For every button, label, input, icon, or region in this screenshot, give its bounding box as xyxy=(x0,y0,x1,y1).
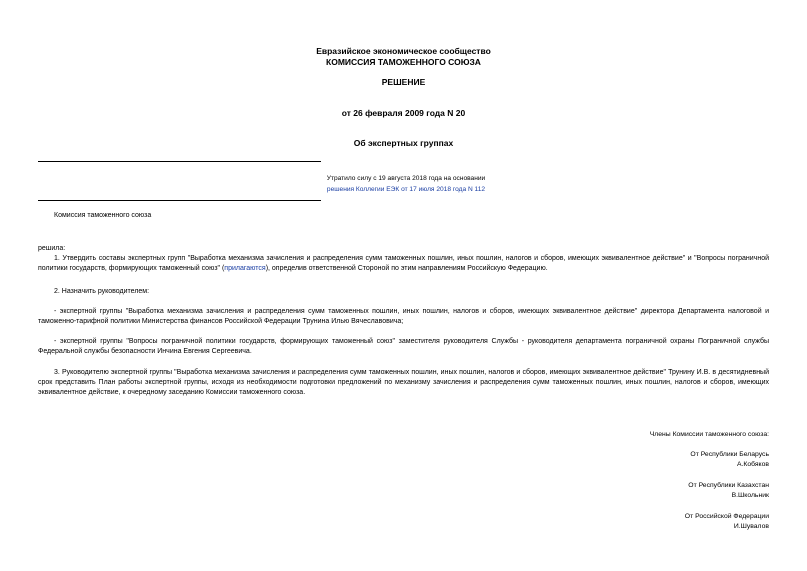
org-name: Евразийское экономическое сообщество xyxy=(316,46,491,56)
divider-bottom xyxy=(38,200,321,201)
signature-name: И.Шувалов xyxy=(733,523,769,530)
signature-country: От Российской Федерации xyxy=(684,513,769,520)
signature-country: От Республики Казахстан xyxy=(688,482,769,489)
signatures-heading: Члены Комиссии таможенного союза: xyxy=(649,431,769,438)
paragraph-2b-text: - экспертной группы "Вопросы пограничной политики государств, формирующих таможенный союз" заместителя руководителя Службы - руководителя департамента пограничной охраны Пограничной службы Федеральной службы безопасности Инчина Евгения Сергеевича. xyxy=(38,338,769,355)
document-type: РЕШЕНИЕ xyxy=(381,77,426,87)
signature-country: От Республики Беларусь xyxy=(690,451,769,458)
signature-kazakhstan xyxy=(688,481,769,501)
paragraph-2: 2. Назначить руководителем: xyxy=(54,288,150,295)
repeal-decision-link[interactable]: решения Коллегии ЕЭК от 17 июля 2018 года N 112 xyxy=(326,186,486,193)
paragraph-1-text-b: ), определив ответственной Стороной по этим направлениям Российскую Федерацию. xyxy=(265,265,548,272)
divider-top xyxy=(38,161,321,162)
appendix-link[interactable]: прилагаются xyxy=(224,265,266,272)
intro-text: Комиссия таможенного союза xyxy=(54,212,152,219)
paragraph-2b xyxy=(38,337,769,357)
signature-russia xyxy=(685,512,769,532)
status-note xyxy=(321,173,491,195)
signature-name: А.Кобяков xyxy=(736,461,769,468)
paragraph-3-text: 3. Руководителю экспертной группы "Выработка механизма зачисления и распределения сумм таможенных пошлин, иных пошлин, налогов и сборов, имеющих эквивалентное действие" Трунину И.В. в десятидневный срок представить План работы экспертной группы, исходя из необходимости подготовки предложений по механизму зачисления и распределения сумм таможенных пошлин, иных пошлин, налогов и сборов, имеющих эквивалентное действие, к очередному заседанию Комиссии таможенного союза. xyxy=(38,369,769,396)
paragraph-3 xyxy=(38,368,769,398)
paragraph-2a xyxy=(38,307,769,327)
document-date: от 26 февраля 2009 года N 20 xyxy=(341,108,466,118)
paragraph-1-text-a: 1. Утвердить составы экспертных групп "Выработка механизма зачисления и распределения сумм таможенных пошлин, иных пошлин, налогов и сборов, имеющих эквивалентное действие" и "Вопросы пограничной политики государств, формирующих таможенный союз" ( xyxy=(38,255,769,272)
status-note-text: Утратило силу с 19 августа 2018 года на основании xyxy=(326,175,486,182)
signature-belarus xyxy=(690,450,769,470)
paragraph-2a-text: - экспертной группы "Выработка механизма зачисления и распределения сумм таможенных пошлин, иных пошлин, налогов и сборов, имеющих эквивалентное действие" директора Департамента налоговой и таможенно-тарифной политики Министерства финансов Российской Федерации Трунина Илью Вячеславовича; xyxy=(38,308,769,325)
decided-text: решила: xyxy=(38,245,66,252)
document-title: Об экспертных группах xyxy=(353,138,454,148)
paragraph-1 xyxy=(38,254,769,274)
commission-name: КОМИССИЯ ТАМОЖЕННОГО СОЮЗА xyxy=(326,57,481,67)
signature-name: В.Школьник xyxy=(731,492,769,499)
